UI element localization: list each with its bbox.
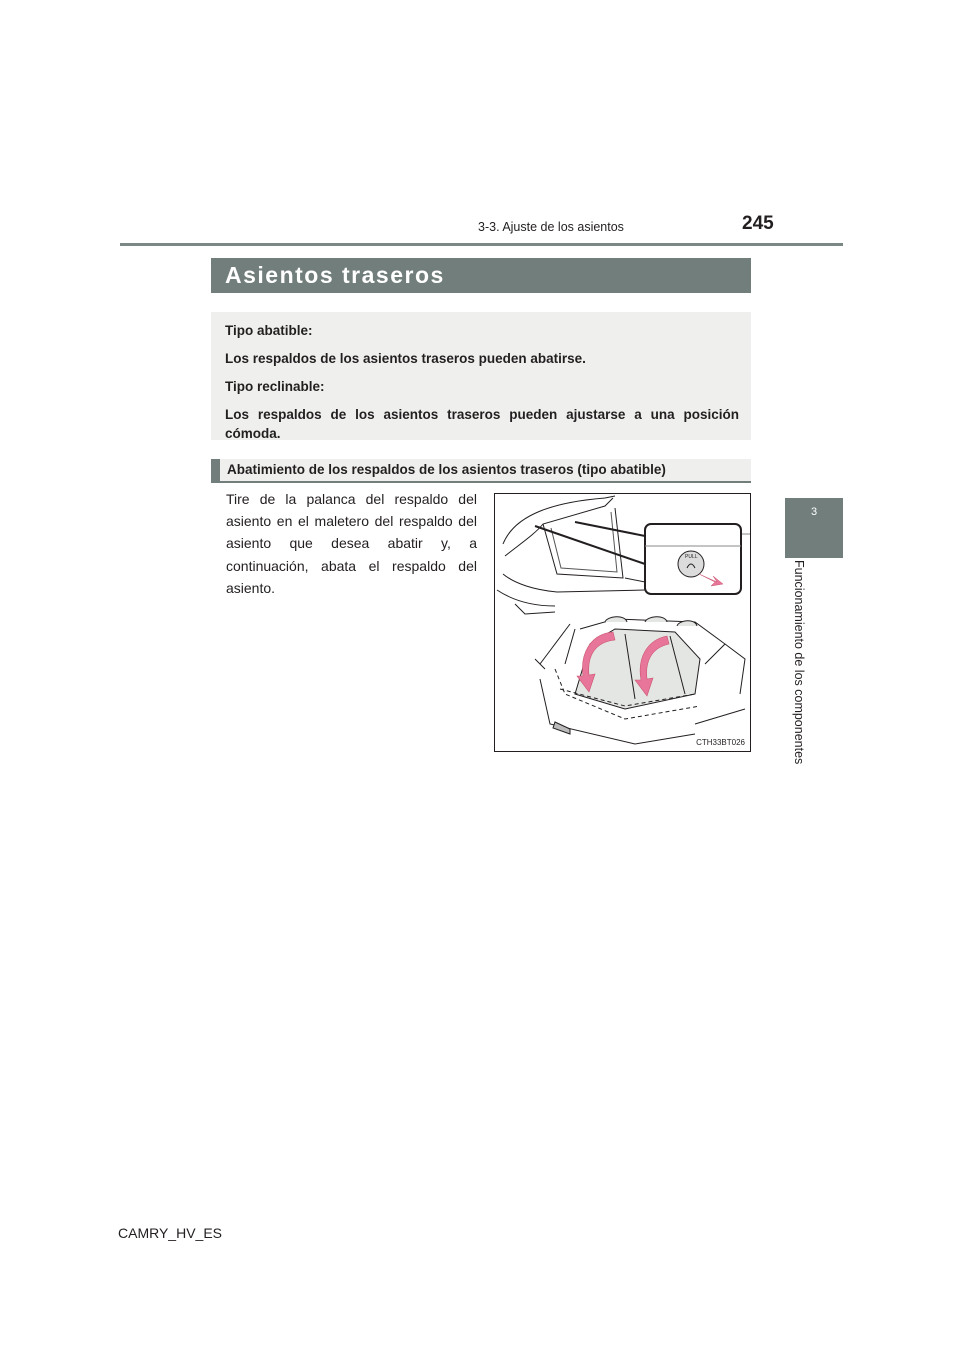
intro-folding-desc: Los respaldos de los asientos traseros pueden abatirse. — [225, 351, 586, 366]
seat-folding-illustration — [494, 493, 751, 752]
header-rule — [120, 243, 843, 246]
subsection-heading: Abatimiento de los respaldos de los asientos traseros (tipo abatible) — [211, 459, 751, 483]
illustration-caption: CTH33BT026 — [696, 738, 745, 747]
intro-box — [211, 312, 751, 440]
intro-reclining-desc: Los respaldos de los asientos traseros pueden ajustarse a una posición cómoda. — [225, 407, 739, 441]
intro-type-reclining: Tipo reclinable: — [225, 379, 325, 394]
section-title: Asientos traseros — [211, 258, 751, 293]
running-header-section: 3-3. Ajuste de los asientos — [478, 220, 624, 234]
lever-label: PULL — [685, 554, 698, 560]
illustration-drawing — [495, 494, 751, 752]
intro-type-folding: Tipo abatible: — [225, 323, 313, 338]
page-number: 245 — [742, 213, 774, 234]
chapter-tab: 3 — [785, 498, 843, 558]
chapter-side-label: Funcionamiento de los componentes — [792, 560, 806, 765]
footer-model-code: CAMRY_HV_ES — [118, 1225, 223, 1241]
body-paragraph: Tire de la palanca del respaldo del asiento en el maletero del respaldo del asiento que desea abatir y, a continuación, abata el respaldo del asiento. — [226, 491, 477, 596]
